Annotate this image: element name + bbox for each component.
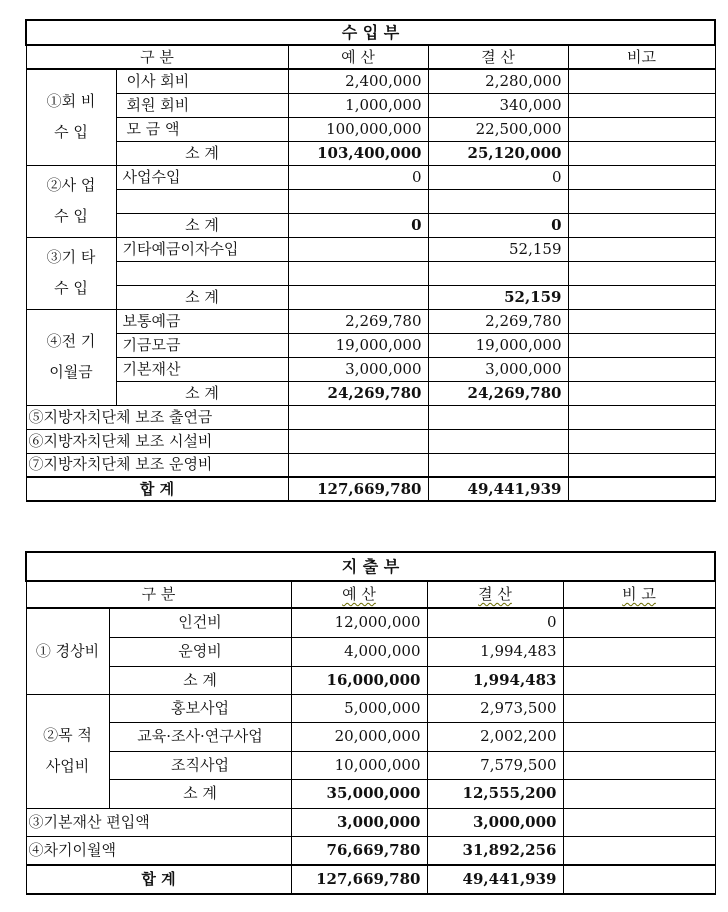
expense-subtotal-budget: 16,000,000 <box>291 666 427 694</box>
income-subtotal-settlement: 24,269,780 <box>428 381 568 405</box>
expense-note <box>563 836 715 865</box>
income-budget: 1,000,000 <box>288 93 428 117</box>
expense-budget: 10,000,000 <box>291 751 427 779</box>
income-settlement <box>428 261 568 285</box>
income-item: 모 금 액 <box>116 117 288 141</box>
income-budget: 3,000,000 <box>288 357 428 381</box>
income-settlement: 340,000 <box>428 93 568 117</box>
income-budget: 2,269,780 <box>288 309 428 333</box>
income-settlement <box>428 453 568 477</box>
expense-budget: 5,000,000 <box>291 694 427 722</box>
expense-note <box>563 751 715 779</box>
income-budget: 100,000,000 <box>288 117 428 141</box>
expense-group-2-label: ②목 적 사업비 <box>26 694 109 808</box>
income-note <box>568 381 715 405</box>
income-header-settlement: 결 산 <box>428 45 568 69</box>
income-extra-label: ⑤지방자치단체 보조 출연금 <box>26 405 288 429</box>
expense-header-note: 비 고 <box>563 581 715 608</box>
income-item: 보통예금 <box>116 309 288 333</box>
expense-budget: 3,000,000 <box>291 808 427 836</box>
expense-budget: 76,669,780 <box>291 836 427 865</box>
expense-total-settlement: 49,441,939 <box>427 865 563 894</box>
expense-subtotal-label: 소 계 <box>109 779 291 808</box>
expense-budget: 20,000,000 <box>291 722 427 751</box>
income-budget <box>288 453 428 477</box>
income-settlement <box>428 405 568 429</box>
expense-group-1-label: ① 경상비 <box>26 608 109 694</box>
income-subtotal-settlement: 25,120,000 <box>428 141 568 165</box>
income-note <box>568 69 715 93</box>
income-settlement: 3,000,000 <box>428 357 568 381</box>
income-note <box>568 453 715 477</box>
expense-item: 교육·조사·연구사업 <box>109 722 291 751</box>
income-group-4-label: ④전 기 이월금 <box>26 309 116 405</box>
income-item: 기금모금 <box>116 333 288 357</box>
income-note <box>568 237 715 261</box>
expense-settlement: 31,892,256 <box>427 836 563 865</box>
income-note <box>568 117 715 141</box>
expense-settlement: 2,002,200 <box>427 722 563 751</box>
income-settlement <box>428 189 568 213</box>
income-item: 회원 회비 <box>116 93 288 117</box>
income-settlement: 19,000,000 <box>428 333 568 357</box>
income-item <box>116 189 288 213</box>
expense-note <box>563 666 715 694</box>
income-subtotal-settlement: 0 <box>428 213 568 237</box>
expense-header-settlement: 결 산 <box>427 581 563 608</box>
income-header-budget: 예 산 <box>288 45 428 69</box>
income-settlement: 52,159 <box>428 237 568 261</box>
income-subtotal-budget <box>288 285 428 309</box>
expense-note <box>563 779 715 808</box>
income-settlement: 2,280,000 <box>428 69 568 93</box>
income-table <box>25 19 716 502</box>
income-total-budget: 127,669,780 <box>288 477 428 501</box>
expense-item: 홍보사업 <box>109 694 291 722</box>
income-settlement <box>428 429 568 453</box>
expense-subtotal-settlement: 12,555,200 <box>427 779 563 808</box>
income-subtotal-label: 소 계 <box>116 381 288 405</box>
income-subtotal-budget: 103,400,000 <box>288 141 428 165</box>
income-budget: 0 <box>288 165 428 189</box>
income-subtotal-budget: 0 <box>288 213 428 237</box>
income-extra-label: ⑥지방자치단체 보조 시설비 <box>26 429 288 453</box>
expense-note <box>563 608 715 637</box>
income-note <box>568 357 715 381</box>
income-budget <box>288 405 428 429</box>
income-budget: 2,400,000 <box>288 69 428 93</box>
income-item: 기본재산 <box>116 357 288 381</box>
expense-budget: 12,000,000 <box>291 608 427 637</box>
income-note <box>568 261 715 285</box>
income-total-settlement: 49,441,939 <box>428 477 568 501</box>
expense-settlement: 7,579,500 <box>427 751 563 779</box>
expense-header-category: 구 분 <box>26 581 291 608</box>
income-note <box>568 309 715 333</box>
income-item: 이사 회비 <box>116 69 288 93</box>
income-extra-label: ⑦지방자치단체 보조 운영비 <box>26 453 288 477</box>
income-subtotal-label: 소 계 <box>116 141 288 165</box>
income-group-2-label: ②사 업 수 입 <box>26 165 116 237</box>
expense-budget: 4,000,000 <box>291 637 427 666</box>
income-subtotal-label: 소 계 <box>116 213 288 237</box>
expense-subtotal-budget: 35,000,000 <box>291 779 427 808</box>
income-header-category: 구 분 <box>26 45 288 69</box>
income-settlement: 2,269,780 <box>428 309 568 333</box>
income-item: 기타예금이자수입 <box>116 237 288 261</box>
income-title: 수 입 부 <box>26 20 715 45</box>
income-subtotal-budget: 24,269,780 <box>288 381 428 405</box>
expense-item: 운영비 <box>109 637 291 666</box>
income-group-1-label: ①회 비 수 입 <box>26 69 116 165</box>
income-subtotal-label: 소 계 <box>116 285 288 309</box>
expense-total-label: 합 계 <box>26 865 291 894</box>
income-note <box>568 405 715 429</box>
income-budget <box>288 189 428 213</box>
income-item <box>116 261 288 285</box>
income-note <box>568 213 715 237</box>
expense-item: 조직사업 <box>109 751 291 779</box>
income-total-label: 합 계 <box>26 477 288 501</box>
expense-note <box>563 722 715 751</box>
income-budget <box>288 237 428 261</box>
expense-title: 지 출 부 <box>26 552 715 581</box>
income-note <box>568 93 715 117</box>
expense-subtotal-label: 소 계 <box>109 666 291 694</box>
expense-note <box>563 808 715 836</box>
expense-note <box>563 865 715 894</box>
income-note <box>568 189 715 213</box>
income-settlement: 22,500,000 <box>428 117 568 141</box>
expense-settlement: 1,994,483 <box>427 637 563 666</box>
income-item: 사업수입 <box>116 165 288 189</box>
expense-settlement: 2,973,500 <box>427 694 563 722</box>
expense-item: 인건비 <box>109 608 291 637</box>
expense-total-budget: 127,669,780 <box>291 865 427 894</box>
expense-extra-label: ③기본재산 편입액 <box>26 808 291 836</box>
income-note <box>568 429 715 453</box>
expense-settlement: 3,000,000 <box>427 808 563 836</box>
expense-extra-label: ④차기이월액 <box>26 836 291 865</box>
income-header-note: 비고 <box>568 45 715 69</box>
expense-note <box>563 694 715 722</box>
income-subtotal-settlement: 52,159 <box>428 285 568 309</box>
expense-subtotal-settlement: 1,994,483 <box>427 666 563 694</box>
income-settlement: 0 <box>428 165 568 189</box>
expense-settlement: 0 <box>427 608 563 637</box>
income-budget: 19,000,000 <box>288 333 428 357</box>
income-note <box>568 477 715 501</box>
income-group-3-label: ③기 타 수 입 <box>26 237 116 309</box>
income-note <box>568 165 715 189</box>
expense-note <box>563 637 715 666</box>
expense-header-budget: 예 산 <box>291 581 427 608</box>
income-note <box>568 333 715 357</box>
income-budget <box>288 261 428 285</box>
income-note <box>568 285 715 309</box>
expense-table <box>25 551 716 895</box>
income-note <box>568 141 715 165</box>
income-budget <box>288 429 428 453</box>
